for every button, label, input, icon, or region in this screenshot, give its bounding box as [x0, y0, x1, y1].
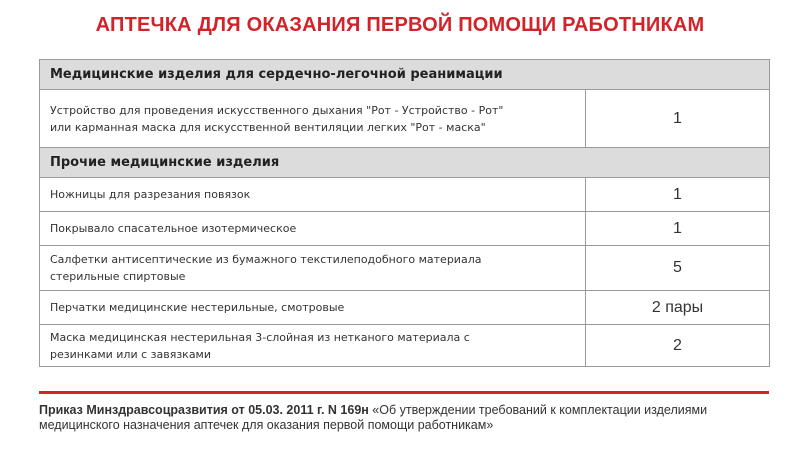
order-title: «Об утверждении требований к комплектации изделиями медицинского назначения аптечек для оказания первой помощи работникам» [39, 403, 708, 432]
table-row [40, 90, 770, 148]
first-aid-kit-table [39, 59, 770, 367]
item-name: Перчатки медицинские нестерильные, смотровые [40, 291, 586, 325]
page-title: АПТЕЧКА ДЛЯ ОКАЗАНИЯ ПЕРВОЙ ПОМОЩИ РАБОТНИКАМ [95, 14, 705, 36]
source-citation [39, 403, 769, 433]
table-row [40, 246, 770, 291]
item-name: Устройство для проведения искусственного дыхания "Рот - Устройство - Рот" или карманная маска для искусственной вентиляции легких "Рот - маска" [40, 90, 586, 148]
section-header-row [40, 148, 770, 178]
item-name: Покрывало спасательное изотермическое [40, 212, 586, 246]
item-quantity: 1 [586, 90, 770, 148]
item-quantity: 1 [586, 178, 770, 212]
section-heading: Медицинские изделия для сердечно-легочной реанимации [40, 60, 770, 90]
item-quantity: 1 [586, 212, 770, 246]
table-row [40, 212, 770, 246]
item-quantity: 5 [586, 246, 770, 291]
section-header-row [40, 60, 770, 90]
footer-divider [39, 391, 769, 394]
item-quantity: 2 пары [586, 291, 770, 325]
section-heading: Прочие медицинские изделия [40, 148, 770, 178]
table-row [40, 325, 770, 367]
item-name: Салфетки антисептические из бумажного текстилеподобного материала стерильные спиртовые [40, 246, 586, 291]
table-row [40, 178, 770, 212]
order-reference: Приказ Минздравсоцразвития от 05.03. 2011 г. N 169н [39, 403, 369, 417]
table-row [40, 291, 770, 325]
item-name: Маска медицинская нестерильная 3-слойная из нетканого материала с резинками или с завязками [40, 325, 586, 367]
item-quantity: 2 [586, 325, 770, 367]
item-name: Ножницы для разрезания повязок [40, 178, 586, 212]
